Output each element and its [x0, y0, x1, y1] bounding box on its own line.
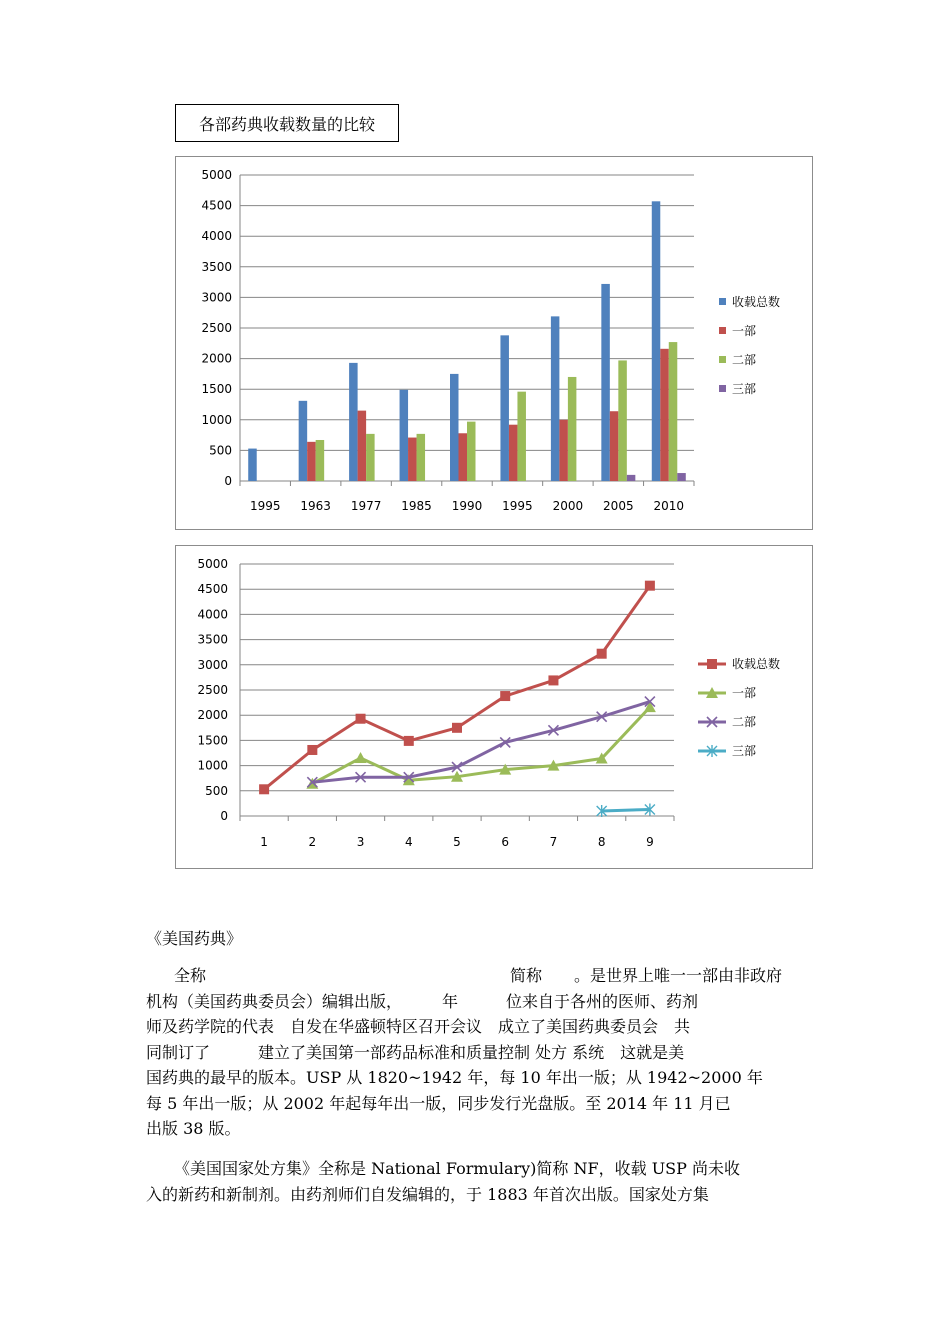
x-tick-label: 1: [260, 835, 268, 849]
bar: [627, 475, 636, 481]
legend-swatch: [719, 327, 726, 334]
legend-swatch: [719, 356, 726, 363]
y-tick-label: 0: [220, 809, 228, 823]
bar: [551, 316, 560, 481]
legend-marker: [707, 659, 717, 669]
para1-line: 出版 38 版。: [146, 1119, 241, 1138]
legend-label: 三部: [732, 744, 757, 758]
legend-label: 收载总数: [732, 657, 781, 671]
data-point: [404, 736, 414, 746]
section-title-text: 《美国药典》: [146, 929, 243, 948]
data-point: [645, 581, 655, 591]
bar: [450, 374, 459, 481]
bar: [677, 473, 686, 481]
bar: [366, 434, 375, 481]
x-tick-label: 4: [404, 835, 413, 849]
bar: [459, 433, 468, 481]
bar: [307, 442, 316, 481]
para2-line: 入的新药和新制剂。由药剂师们自发编辑的，于 1883 年首次出版。国家处方集: [146, 1184, 709, 1204]
para1-line: 国药典的最早的版本。USP 从 1820~1942 年，每 10 年出一版；从 1942~2000 年: [146, 1068, 763, 1087]
x-tick-label: 1963: [300, 499, 331, 513]
para1-line: 每 5 年出一版；从 2002 年起每年出一版，同步发行光盘版。至 2014 年 11 月已: [146, 1093, 731, 1113]
bar: [618, 360, 627, 481]
x-tick-label: 1995: [249, 499, 281, 513]
y-tick-label: 2000: [197, 708, 228, 723]
data-point: [307, 745, 317, 755]
y-tick-label: 5000: [201, 168, 232, 182]
paragraph-nf: [146, 1156, 810, 1207]
data-point: [356, 714, 366, 724]
y-tick-label: 3000: [201, 290, 232, 305]
bar: [400, 390, 409, 481]
y-tick-label: 4500: [197, 582, 228, 597]
y-tick-label: 3500: [197, 632, 228, 647]
y-tick-label: 5000: [197, 557, 228, 571]
legend-label: 一部: [732, 686, 757, 700]
x-tick-label: 1990: [451, 499, 483, 513]
bar: [408, 438, 417, 481]
bar: [467, 422, 476, 481]
bar: [652, 201, 661, 481]
y-tick-label: 500: [209, 443, 232, 458]
y-tick-label: 4500: [201, 198, 232, 213]
line-chart-frame: [175, 545, 813, 869]
legend-label: 二部: [732, 353, 757, 367]
data-point: [355, 752, 367, 763]
legend-swatch: [719, 385, 726, 392]
x-tick-label: 1985: [401, 499, 432, 513]
bar: [517, 392, 526, 481]
y-tick-label: 2500: [201, 321, 232, 335]
para1-line: 机构（美国药典委员会）编辑出版， 年 位来自于各州的医师、药剂: [146, 991, 699, 1011]
para2-line: 《美国国家处方集》全称是 National Formulary)简称 NF，收载 USP 尚未收: [174, 1159, 740, 1178]
y-tick-label: 2500: [197, 683, 228, 697]
bar: [601, 284, 610, 481]
x-tick-label: 8: [597, 835, 606, 849]
bar: [248, 449, 257, 481]
x-tick-label: 5: [453, 835, 461, 849]
line-chart: [176, 546, 812, 868]
para1-line: 同制订了 建立了美国第一部药品标准和质量控制 处方 系统 这就是美: [146, 1042, 685, 1062]
x-tick-label: 3: [356, 835, 365, 849]
bar: [568, 377, 577, 481]
bar: [349, 363, 358, 481]
data-point: [597, 649, 607, 659]
bar: [669, 342, 678, 481]
paragraph-usp: [146, 963, 810, 1142]
x-tick-label: 6: [501, 835, 510, 849]
y-tick-label: 1500: [201, 382, 232, 397]
data-point: [548, 675, 558, 685]
bar: [509, 425, 518, 481]
x-tick-label: 2010: [653, 499, 685, 513]
x-tick-label: 1977: [350, 499, 382, 513]
bar-chart-frame: [175, 156, 813, 530]
chart-title: 各部药典收载数量的比较: [198, 114, 375, 134]
bar: [610, 411, 619, 481]
section-title: [146, 926, 810, 952]
y-tick-label: 500: [205, 783, 228, 798]
bar: [316, 440, 325, 481]
x-tick-label: 1995: [502, 499, 533, 513]
y-tick-label: 4000: [197, 607, 228, 622]
bar: [660, 349, 669, 481]
data-point: [500, 691, 510, 701]
x-tick-label: 9: [646, 835, 654, 849]
y-tick-label: 1000: [201, 412, 232, 427]
y-tick-label: 3500: [201, 259, 232, 274]
y-tick-label: 1500: [197, 733, 228, 748]
para1-line: 师及药学院的代表 自发在华盛顿特区召开会议 成立了美国药典委员会 共: [146, 1017, 691, 1036]
x-tick-label: 2000: [552, 499, 584, 513]
y-tick-label: 2000: [201, 351, 232, 366]
y-tick-label: 4000: [201, 229, 232, 244]
x-tick-label: 2005: [603, 499, 634, 513]
legend-label: 二部: [732, 715, 757, 729]
legend-label: 一部: [732, 324, 757, 338]
data-point: [452, 723, 462, 733]
y-tick-label: 1000: [197, 758, 228, 773]
legend-swatch: [719, 298, 726, 305]
bar: [358, 411, 367, 481]
bar-chart: [176, 157, 812, 529]
bar: [299, 401, 308, 481]
chart-title-box: [175, 104, 399, 142]
legend-label: 收载总数: [732, 295, 781, 309]
series-line: [602, 809, 650, 811]
para1-line: 全称 简称 。是世界上唯一一部由非政府: [174, 966, 783, 985]
bar: [417, 434, 426, 481]
legend-label: 三部: [732, 382, 757, 396]
bar: [559, 420, 568, 481]
x-tick-label: 2: [308, 835, 317, 849]
bar: [500, 335, 509, 481]
x-tick-label: 7: [549, 835, 558, 849]
y-tick-label: 0: [224, 474, 232, 488]
data-point: [259, 784, 269, 794]
y-tick-label: 3000: [197, 657, 228, 672]
